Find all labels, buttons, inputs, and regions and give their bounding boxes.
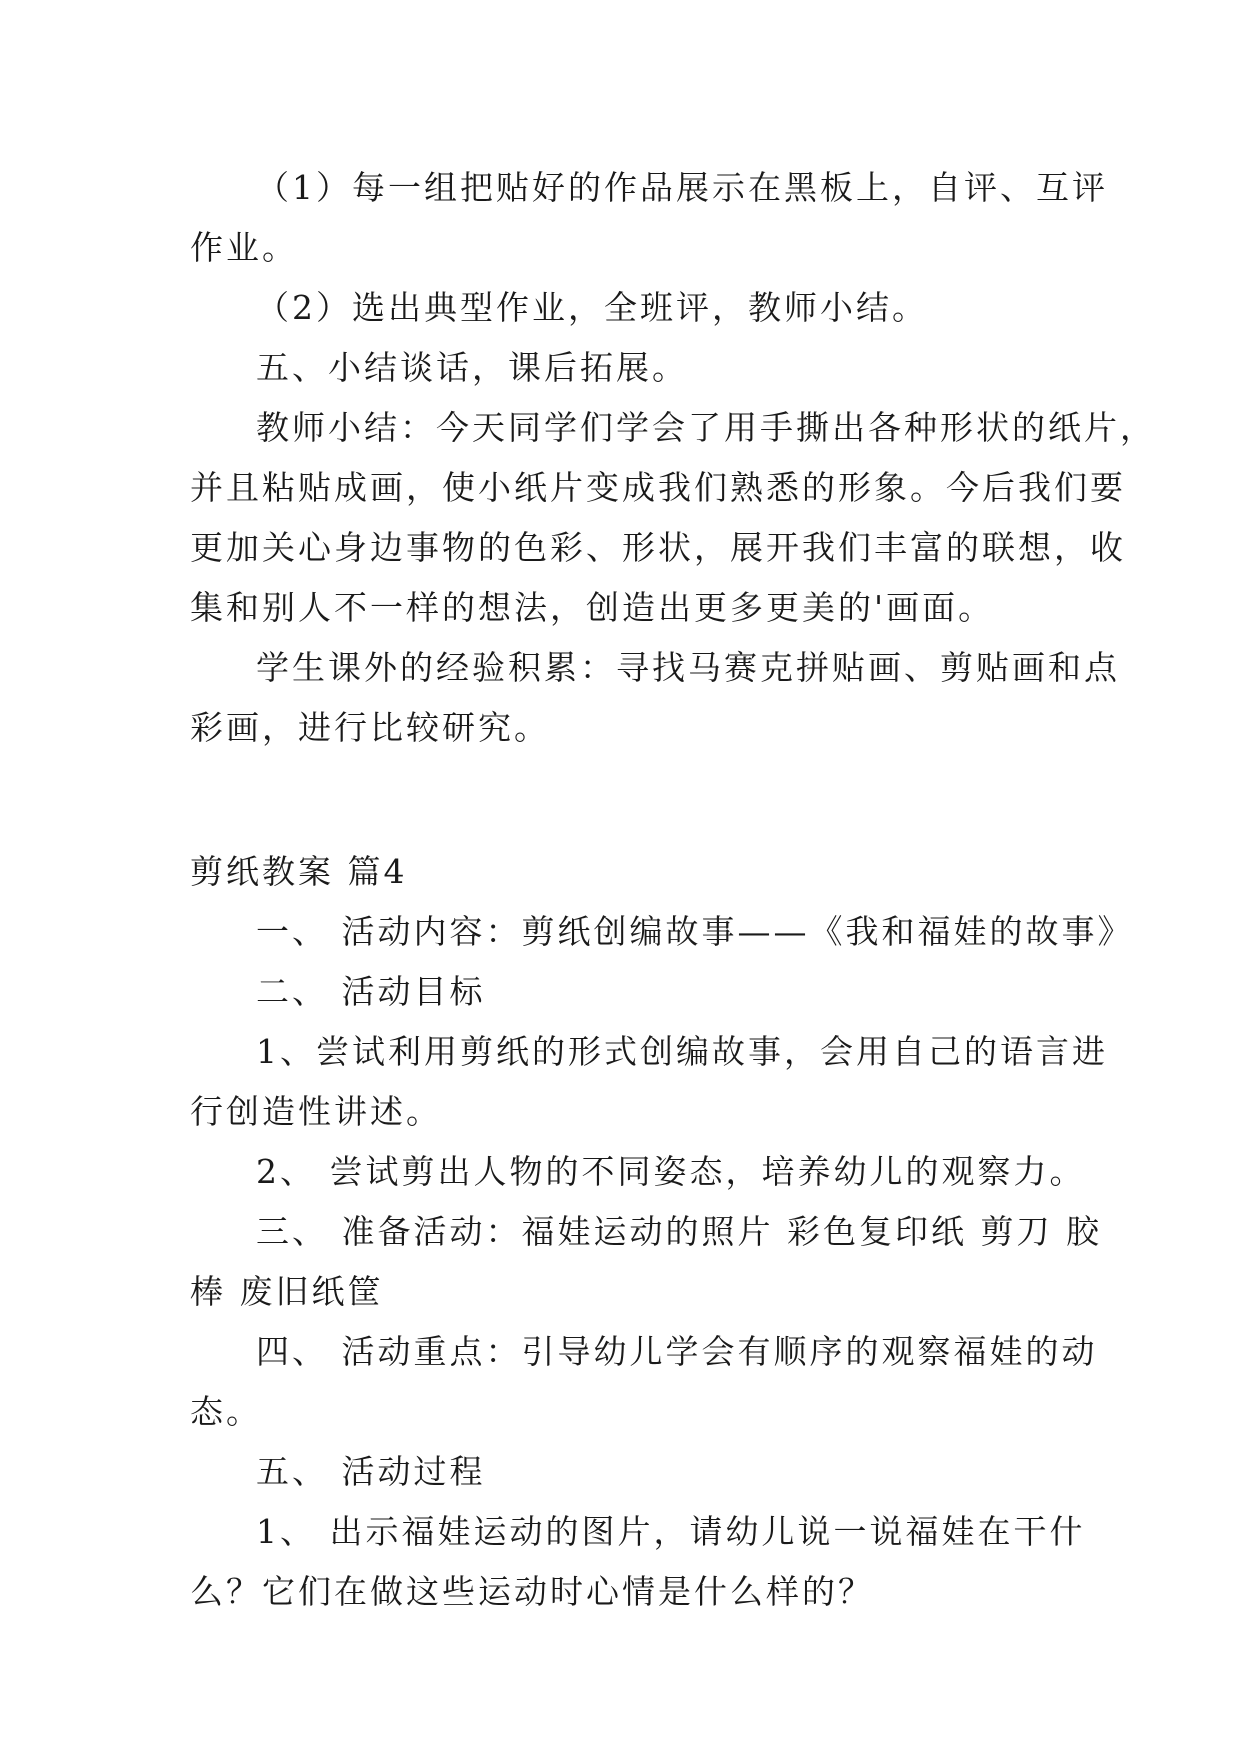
- text-line: 更加关心身边事物的色彩、形状，展开我们丰富的联想，收: [190, 528, 1126, 567]
- text-line: 四、 活动重点：引导幼儿学会有顺序的观察福娃的动: [256, 1332, 1098, 1371]
- text-line: 态。: [190, 1392, 262, 1431]
- text-line: （2）选出典型作业，全班评，教师小结。: [256, 288, 928, 327]
- text-line: 棒 废旧纸筐: [190, 1272, 384, 1311]
- text-line: 一、 活动内容：剪纸创编故事——《我和福娃的故事》: [256, 912, 1134, 951]
- text-line: 五、 活动过程: [256, 1452, 486, 1491]
- document-part-1: [190, 158, 1156, 758]
- text-line: 么？它们在做这些运动时心情是什么样的？: [190, 1572, 874, 1611]
- text-line: 二、 活动目标: [256, 972, 486, 1011]
- text-line: 彩画，进行比较研究。: [190, 708, 550, 747]
- section-gap: [190, 758, 1050, 842]
- text-line: 三、 准备活动：福娃运动的照片 彩色复印纸 剪刀 胶: [256, 1212, 1102, 1251]
- text-line: 2、 尝试剪出人物的不同姿态，培养幼儿的观察力。: [256, 1152, 1086, 1191]
- text-line: 作业。: [190, 228, 298, 267]
- document-part-2: [190, 902, 1134, 1622]
- text-line: 1、尝试利用剪纸的形式创编故事，会用自己的语言进: [256, 1032, 1108, 1071]
- text-line: 五、小结谈话，课后拓展。: [256, 348, 688, 387]
- text-line: 1、 出示福娃运动的图片，请幼儿说一说福娃在干什: [256, 1512, 1086, 1551]
- text-line: 集和别人不一样的想法，创造出更多更美的'画面。: [190, 588, 995, 627]
- text-line: 并且粘贴成画，使小纸片变成我们熟悉的形象。今后我们要: [190, 468, 1126, 507]
- text-line: 教师小结：今天同学们学会了用手撕出各种形状的纸片，: [256, 408, 1156, 447]
- text-line: （1）每一组把贴好的作品展示在黑板上，自评、互评: [256, 168, 1108, 207]
- text-line: 学生课外的经验积累：寻找马赛克拼贴画、剪贴画和点: [256, 648, 1120, 687]
- document-page: [190, 158, 1156, 1622]
- section-title: 剪纸教案 篇4: [190, 852, 408, 891]
- text-line: 行创造性讲述。: [190, 1092, 442, 1131]
